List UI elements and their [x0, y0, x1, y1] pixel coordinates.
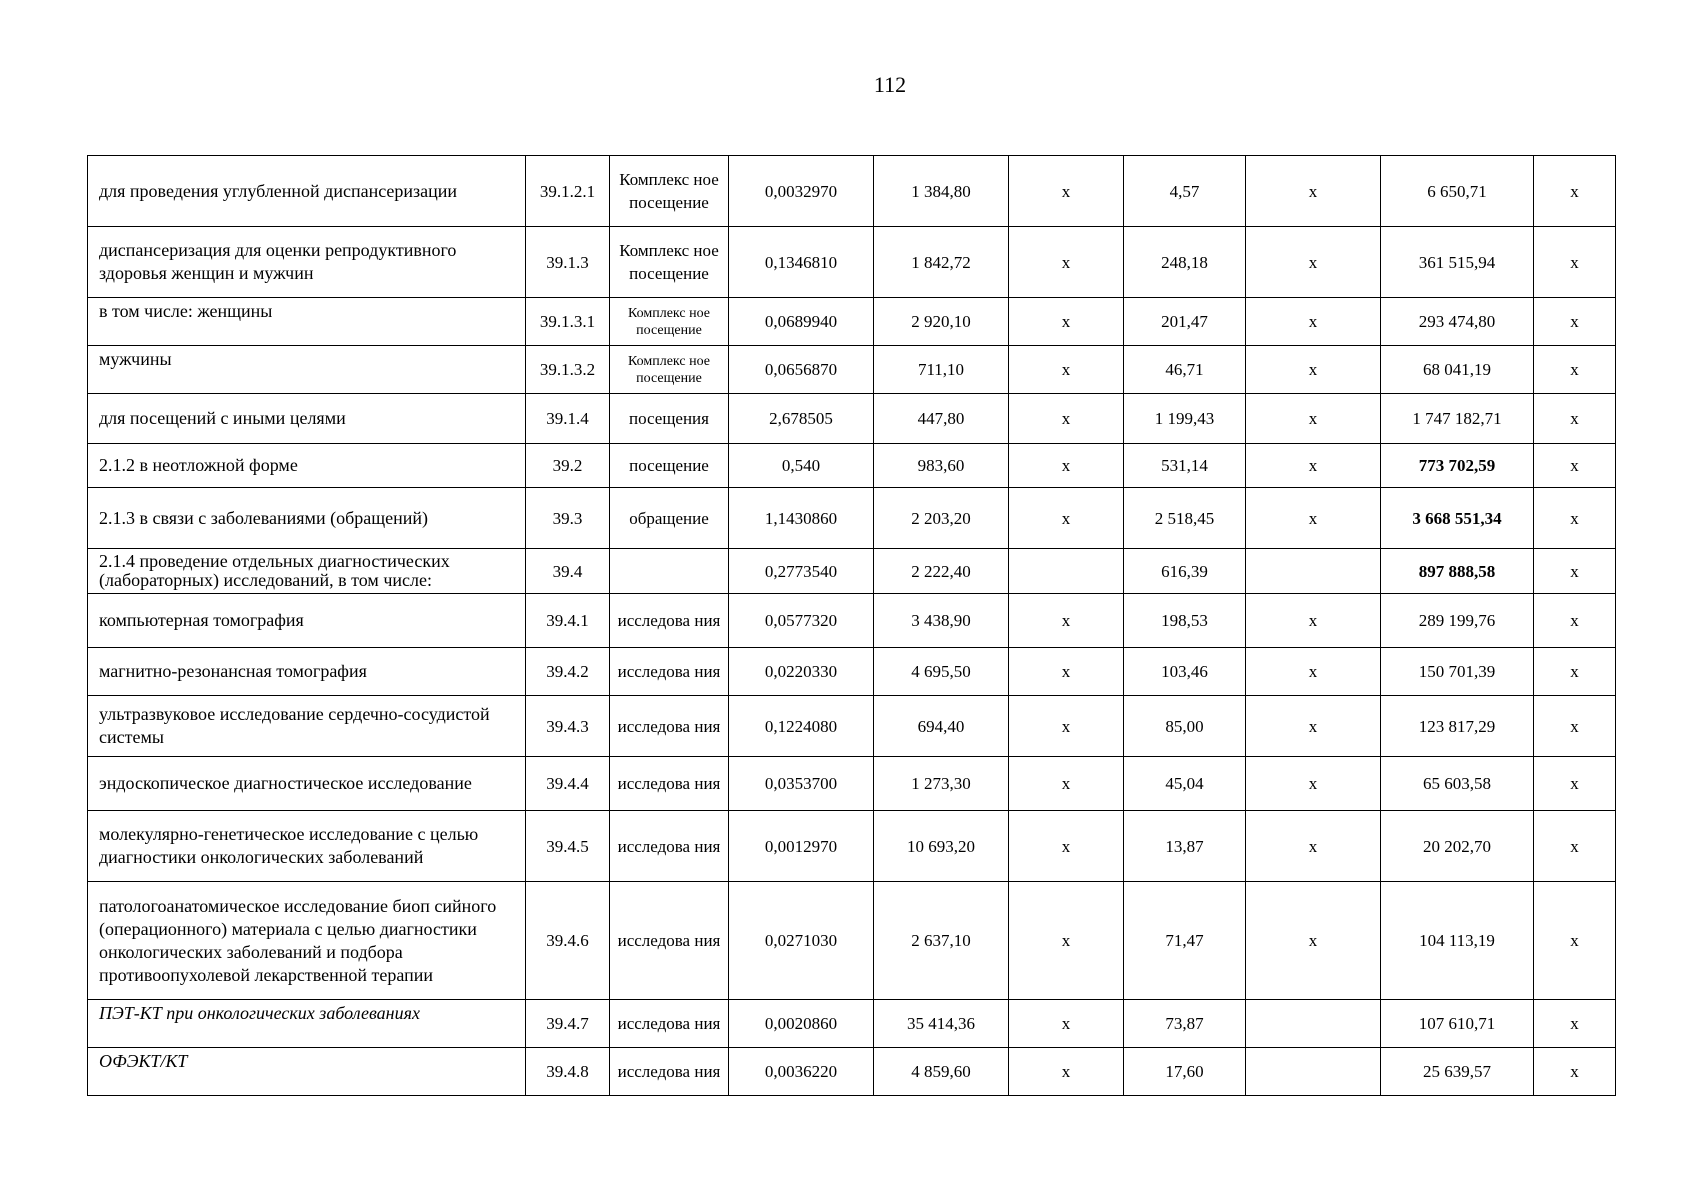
row-x2: х [1246, 696, 1381, 757]
row-cost: 35 414,36 [874, 1000, 1009, 1048]
row-x3: х [1534, 156, 1616, 227]
table-row [88, 696, 1616, 757]
row-x3: х [1534, 488, 1616, 549]
row-name: в том числе: женщины [88, 298, 526, 346]
row-code: 39.3 [526, 488, 610, 549]
row-norm: 0,1224080 [729, 696, 874, 757]
row-name: для посещений с иными целями [88, 394, 526, 444]
row-cost: 1 384,80 [874, 156, 1009, 227]
row-code: 39.1.3.2 [526, 346, 610, 394]
row-code: 39.4.6 [526, 882, 610, 1000]
row-norm: 0,1346810 [729, 227, 874, 298]
row-x3: х [1534, 882, 1616, 1000]
row-per-capita: 17,60 [1124, 1048, 1246, 1096]
row-unit: обращение [610, 488, 729, 549]
row-x3: х [1534, 394, 1616, 444]
row-per-capita: 45,04 [1124, 757, 1246, 811]
row-x2: х [1246, 757, 1381, 811]
row-total: 1 747 182,71 [1381, 394, 1534, 444]
row-name: молекулярно-генетическое исследование с целью диагностики онкологических заболеваний [88, 811, 526, 882]
row-x2: х [1246, 882, 1381, 1000]
row-x2: х [1246, 488, 1381, 549]
row-total: 293 474,80 [1381, 298, 1534, 346]
table-row [88, 394, 1616, 444]
row-x2: х [1246, 298, 1381, 346]
row-x1: х [1009, 696, 1124, 757]
row-name: компьютерная томография [88, 594, 526, 648]
row-unit [610, 549, 729, 594]
row-norm: 0,0036220 [729, 1048, 874, 1096]
row-total: 104 113,19 [1381, 882, 1534, 1000]
row-name: ОФЭКТ/КТ [88, 1048, 526, 1096]
row-code: 39.1.4 [526, 394, 610, 444]
table-row [88, 156, 1616, 227]
row-cost: 2 203,20 [874, 488, 1009, 549]
row-x1: х [1009, 298, 1124, 346]
row-code: 39.1.2.1 [526, 156, 610, 227]
row-x2 [1246, 1000, 1381, 1048]
row-x2 [1246, 549, 1381, 594]
row-per-capita: 201,47 [1124, 298, 1246, 346]
row-code: 39.4 [526, 549, 610, 594]
row-unit: исследова ния [610, 594, 729, 648]
row-per-capita: 1 199,43 [1124, 394, 1246, 444]
row-name: диспансеризация для оценки репродуктивного здоровья женщин и мужчин [88, 227, 526, 298]
row-cost: 983,60 [874, 444, 1009, 488]
row-name: 2.1.2 в неотложной форме [88, 444, 526, 488]
table-row [88, 757, 1616, 811]
row-code: 39.4.3 [526, 696, 610, 757]
row-norm: 0,2773540 [729, 549, 874, 594]
row-unit: исследова ния [610, 648, 729, 696]
row-cost: 1 842,72 [874, 227, 1009, 298]
row-x2: х [1246, 346, 1381, 394]
row-per-capita: 73,87 [1124, 1000, 1246, 1048]
row-cost: 2 222,40 [874, 549, 1009, 594]
row-x1: х [1009, 444, 1124, 488]
table-row [88, 298, 1616, 346]
row-cost: 4 695,50 [874, 648, 1009, 696]
row-total: 65 603,58 [1381, 757, 1534, 811]
table-row [88, 882, 1616, 1000]
row-per-capita: 2 518,45 [1124, 488, 1246, 549]
row-code: 39.4.1 [526, 594, 610, 648]
row-total: 150 701,39 [1381, 648, 1534, 696]
row-x3: х [1534, 594, 1616, 648]
row-x1: х [1009, 648, 1124, 696]
table-row [88, 594, 1616, 648]
row-unit: Комплекс ное посещение [610, 227, 729, 298]
row-unit: исследова ния [610, 1048, 729, 1096]
row-name: патологоанатомическое исследование биоп сийного (операционного) материала с целью диагностики онкологических заболеваний и подбора противоопухолевой лекарственной терапии [88, 882, 526, 1000]
row-per-capita: 46,71 [1124, 346, 1246, 394]
row-code: 39.4.5 [526, 811, 610, 882]
data-table [87, 155, 1616, 1096]
row-per-capita: 103,46 [1124, 648, 1246, 696]
row-code: 39.4.7 [526, 1000, 610, 1048]
row-total: 20 202,70 [1381, 811, 1534, 882]
row-norm: 0,0032970 [729, 156, 874, 227]
table-row [88, 227, 1616, 298]
row-per-capita: 71,47 [1124, 882, 1246, 1000]
row-name: эндоскопическое диагностическое исследование [88, 757, 526, 811]
row-per-capita: 198,53 [1124, 594, 1246, 648]
row-x3: х [1534, 549, 1616, 594]
row-norm: 0,0012970 [729, 811, 874, 882]
row-code: 39.4.4 [526, 757, 610, 811]
row-total: 25 639,57 [1381, 1048, 1534, 1096]
row-code: 39.4.2 [526, 648, 610, 696]
table-row [88, 444, 1616, 488]
table-row [88, 549, 1616, 594]
row-x3: х [1534, 346, 1616, 394]
table-row [88, 346, 1616, 394]
row-x1: х [1009, 488, 1124, 549]
row-name: 2.1.3 в связи с заболеваниями (обращений) [88, 488, 526, 549]
row-x3: х [1534, 696, 1616, 757]
row-x2: х [1246, 648, 1381, 696]
row-x2: х [1246, 811, 1381, 882]
row-total: 773 702,59 [1381, 444, 1534, 488]
row-x1: х [1009, 394, 1124, 444]
row-total: 6 650,71 [1381, 156, 1534, 227]
row-x3: х [1534, 1048, 1616, 1096]
row-total: 3 668 551,34 [1381, 488, 1534, 549]
row-cost: 2 920,10 [874, 298, 1009, 346]
row-unit: Комплекс ное посещение [610, 346, 729, 394]
row-norm: 0,0271030 [729, 882, 874, 1000]
row-x1: х [1009, 811, 1124, 882]
row-per-capita: 531,14 [1124, 444, 1246, 488]
page-number: 112 [873, 72, 907, 97]
row-name: ПЭТ-КТ при онкологических заболеваниях [88, 1000, 526, 1048]
table-row [88, 811, 1616, 882]
row-name: мужчины [88, 346, 526, 394]
row-total: 361 515,94 [1381, 227, 1534, 298]
row-norm: 0,0577320 [729, 594, 874, 648]
row-name: 2.1.4 проведение отдельных диагностических (лабораторных) исследований, в том числе: [88, 549, 526, 594]
row-unit: посещение [610, 444, 729, 488]
row-name: магнитно-резонансная томография [88, 648, 526, 696]
row-x3: х [1534, 298, 1616, 346]
row-x1: х [1009, 227, 1124, 298]
row-code: 39.4.8 [526, 1048, 610, 1096]
row-unit: исследова ния [610, 882, 729, 1000]
row-unit: Комплекс ное посещение [610, 156, 729, 227]
row-per-capita: 616,39 [1124, 549, 1246, 594]
row-x2: х [1246, 156, 1381, 227]
row-unit: исследова ния [610, 757, 729, 811]
row-x3: х [1534, 811, 1616, 882]
row-total: 107 610,71 [1381, 1000, 1534, 1048]
table-row [88, 488, 1616, 549]
row-x1: х [1009, 594, 1124, 648]
row-x1: х [1009, 757, 1124, 811]
row-x1: х [1009, 1000, 1124, 1048]
row-norm: 0,0220330 [729, 648, 874, 696]
table-row [88, 1000, 1616, 1048]
row-norm: 1,1430860 [729, 488, 874, 549]
row-cost: 10 693,20 [874, 811, 1009, 882]
row-name: ультразвуковое исследование сердечно-сосудистой системы [88, 696, 526, 757]
row-per-capita: 248,18 [1124, 227, 1246, 298]
row-cost: 447,80 [874, 394, 1009, 444]
row-x2: х [1246, 594, 1381, 648]
row-cost: 1 273,30 [874, 757, 1009, 811]
row-total: 289 199,76 [1381, 594, 1534, 648]
row-cost: 4 859,60 [874, 1048, 1009, 1096]
row-norm: 0,0353700 [729, 757, 874, 811]
row-cost: 2 637,10 [874, 882, 1009, 1000]
row-x2 [1246, 1048, 1381, 1096]
row-code: 39.2 [526, 444, 610, 488]
row-code: 39.1.3 [526, 227, 610, 298]
row-code: 39.1.3.1 [526, 298, 610, 346]
row-x3: х [1534, 444, 1616, 488]
row-norm: 0,0020860 [729, 1000, 874, 1048]
row-x1: х [1009, 346, 1124, 394]
row-cost: 711,10 [874, 346, 1009, 394]
row-x3: х [1534, 1000, 1616, 1048]
row-unit: исследова ния [610, 811, 729, 882]
row-norm: 0,0656870 [729, 346, 874, 394]
row-unit: исследова ния [610, 696, 729, 757]
row-cost: 694,40 [874, 696, 1009, 757]
row-total: 123 817,29 [1381, 696, 1534, 757]
row-x1: х [1009, 156, 1124, 227]
table-row [88, 1048, 1616, 1096]
row-x1 [1009, 549, 1124, 594]
row-x3: х [1534, 757, 1616, 811]
row-x2: х [1246, 227, 1381, 298]
row-per-capita: 13,87 [1124, 811, 1246, 882]
row-unit: исследова ния [610, 1000, 729, 1048]
row-x3: х [1534, 648, 1616, 696]
row-x3: х [1534, 227, 1616, 298]
row-cost: 3 438,90 [874, 594, 1009, 648]
table-row [88, 648, 1616, 696]
row-total: 897 888,58 [1381, 549, 1534, 594]
row-per-capita: 4,57 [1124, 156, 1246, 227]
row-total: 68 041,19 [1381, 346, 1534, 394]
row-norm: 0,0689940 [729, 298, 874, 346]
row-x1: х [1009, 1048, 1124, 1096]
row-per-capita: 85,00 [1124, 696, 1246, 757]
row-name: для проведения углубленной диспансеризации [88, 156, 526, 227]
row-norm: 2,678505 [729, 394, 874, 444]
row-unit: Комплекс ное посещение [610, 298, 729, 346]
row-unit: посещения [610, 394, 729, 444]
row-x1: х [1009, 882, 1124, 1000]
row-x2: х [1246, 444, 1381, 488]
row-x2: х [1246, 394, 1381, 444]
row-norm: 0,540 [729, 444, 874, 488]
